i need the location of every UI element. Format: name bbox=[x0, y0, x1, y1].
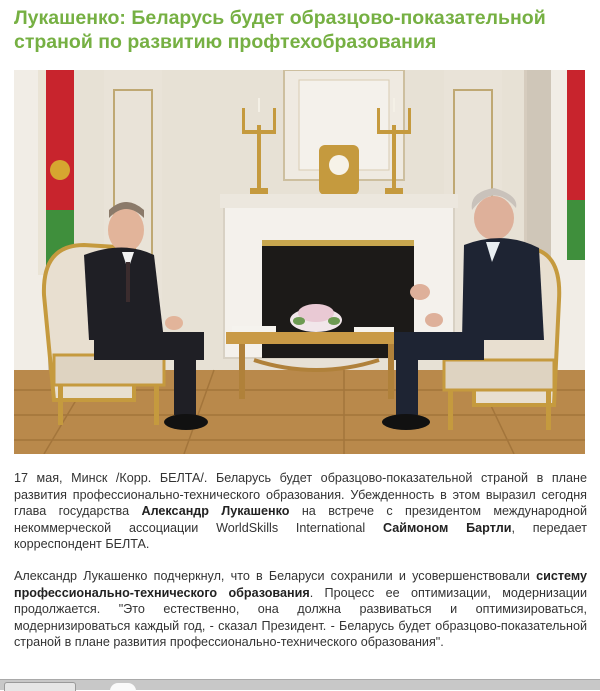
paragraph-text: на встрече с президентом международной некоммерческой ассоциации WorldSkills International bbox=[14, 504, 587, 535]
bottom-tab-shadow bbox=[110, 683, 136, 691]
paragraph-text: , передает корреспондент БЕЛТА. bbox=[14, 520, 587, 552]
person-name-bartley: Саймоном Бартли bbox=[383, 520, 512, 535]
bottom-scroll-edge bbox=[0, 679, 600, 690]
paragraph-text: Александр Лукашенко подчеркнул, что в Беларуси сохранили и усовершенствовали bbox=[14, 568, 537, 583]
bottom-tab[interactable] bbox=[4, 682, 76, 691]
article-paragraph-1 bbox=[14, 470, 587, 553]
article-headline: Лукашенко: Беларусь будет образцово-показательной страной по развитию профтехобразования bbox=[14, 7, 546, 53]
person-name-lukashenko: Александр Лукашенко bbox=[141, 504, 290, 519]
paragraph-text: . Процесс ее оптимизации, модернизации продолжается. "Это естественно, она должна развиваться и оптимизироваться, модернизироваться каждый год, - сказал Президент. - Беларусь будет образцово-показательной страной в плане развития профессионально-технического образования". bbox=[14, 585, 588, 650]
article-paragraph-2 bbox=[14, 568, 587, 651]
meeting-photo-illustration bbox=[14, 70, 585, 454]
article-photo bbox=[14, 70, 585, 454]
article-body bbox=[14, 470, 587, 666]
paragraph-text: 17 мая, Минск /Корр. БЕЛТА/. Беларусь будет образцово-показательной страной в плане развития профессионально-технического образования. Убежденность в этом выразил сегодня глава государства bbox=[14, 471, 587, 519]
bold-phrase: систему профессионально-технического образования bbox=[14, 568, 587, 600]
